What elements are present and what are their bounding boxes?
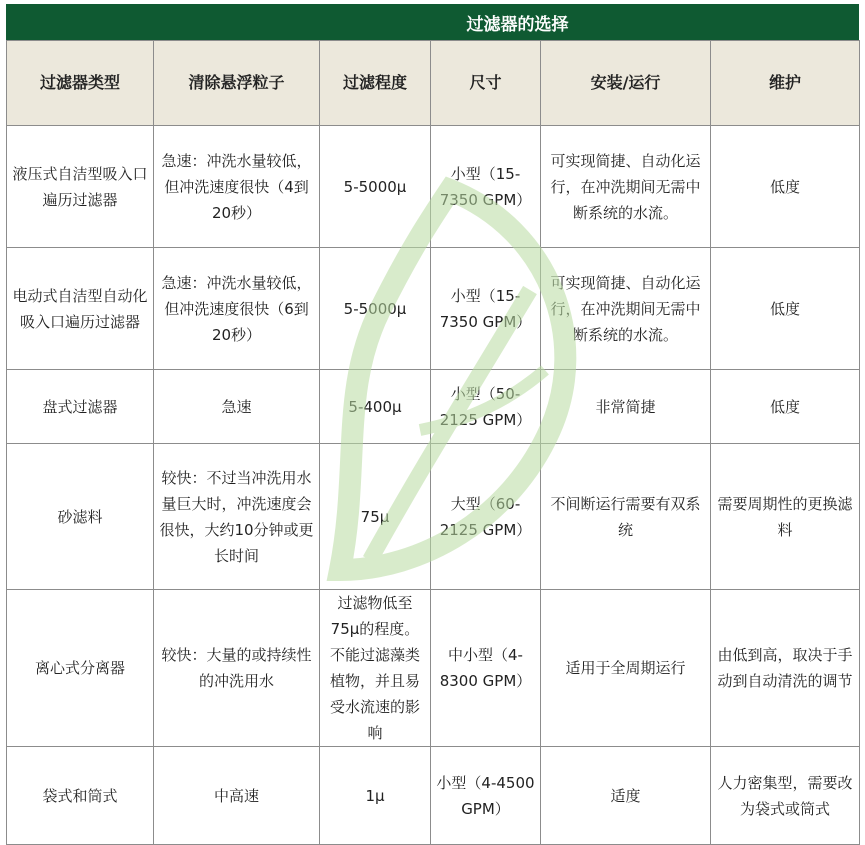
- cell-type: 盘式过滤器: [7, 370, 154, 444]
- header-maintenance: 维护: [711, 41, 860, 126]
- cell-particles: 急速: [154, 370, 320, 444]
- table-row: [7, 248, 860, 370]
- cell-degree: 5-5000μ: [320, 126, 431, 248]
- cell-particles: 较快：不过当冲洗用水量巨大时，冲洗速度会很快，大约10分钟或更长时间: [154, 444, 320, 590]
- header-degree: 过滤程度: [320, 41, 431, 126]
- cell-degree: 5-400μ: [320, 370, 431, 444]
- cell-install: 适用于全周期运行: [541, 590, 711, 747]
- cell-type: 液压式自洁型吸入口遍历过滤器: [7, 126, 154, 248]
- filter-table: [6, 40, 860, 845]
- cell-install: 非常简捷: [541, 370, 711, 444]
- cell-maintenance: 需要周期性的更换滤料: [711, 444, 860, 590]
- header-type: 过滤器类型: [7, 41, 154, 126]
- cell-degree: 过滤物低至75μ的程度。不能过滤藻类植物，并且易受水流速的影响: [320, 590, 431, 747]
- cell-type: 电动式自洁型自动化吸入口遍历过滤器: [7, 248, 154, 370]
- cell-install: 不间断运行需要有双系统: [541, 444, 711, 590]
- cell-maintenance: 低度: [711, 248, 860, 370]
- cell-size: 小型（15-7350 GPM）: [431, 126, 541, 248]
- table-row: [7, 444, 860, 590]
- cell-size: 中小型（4-8300 GPM）: [431, 590, 541, 747]
- table-row: [7, 747, 860, 845]
- table-row: [7, 126, 860, 248]
- header-size: 尺寸: [431, 41, 541, 126]
- cell-degree: 1μ: [320, 747, 431, 845]
- cell-install: 适度: [541, 747, 711, 845]
- cell-size: 小型（4-4500 GPM）: [431, 747, 541, 845]
- header-particles: 清除悬浮粒子: [154, 41, 320, 126]
- table-title: 过滤器的选择: [6, 4, 859, 40]
- cell-install: 可实现简捷、自动化运行，在冲洗期间无需中断系统的水流。: [541, 126, 711, 248]
- cell-type: 袋式和筒式: [7, 747, 154, 845]
- cell-install: 可实现简捷、自动化运行，在冲洗期间无需中断系统的水流。: [541, 248, 711, 370]
- cell-size: 小型（15-7350 GPM）: [431, 248, 541, 370]
- cell-particles: 急速：冲洗水量较低，但冲洗速度很快（6到20秒）: [154, 248, 320, 370]
- cell-maintenance: 由低到高，取决于手动到自动清洗的调节: [711, 590, 860, 747]
- cell-size: 小型（50-2125 GPM）: [431, 370, 541, 444]
- header-row: [7, 41, 860, 126]
- cell-maintenance: 人力密集型，需要改为袋式或筒式: [711, 747, 860, 845]
- header-install: 安装/运行: [541, 41, 711, 126]
- cell-particles: 急速：冲洗水量较低，但冲洗速度很快（4到20秒）: [154, 126, 320, 248]
- cell-size: 大型（60-2125 GPM）: [431, 444, 541, 590]
- table-row: [7, 590, 860, 747]
- cell-maintenance: 低度: [711, 370, 860, 444]
- cell-degree: 5-5000μ: [320, 248, 431, 370]
- cell-degree: 75μ: [320, 444, 431, 590]
- cell-maintenance: 低度: [711, 126, 860, 248]
- cell-type: 离心式分离器: [7, 590, 154, 747]
- table-row: [7, 370, 860, 444]
- cell-type: 砂滤料: [7, 444, 154, 590]
- cell-particles: 中高速: [154, 747, 320, 845]
- cell-particles: 较快：大量的或持续性的冲洗用水: [154, 590, 320, 747]
